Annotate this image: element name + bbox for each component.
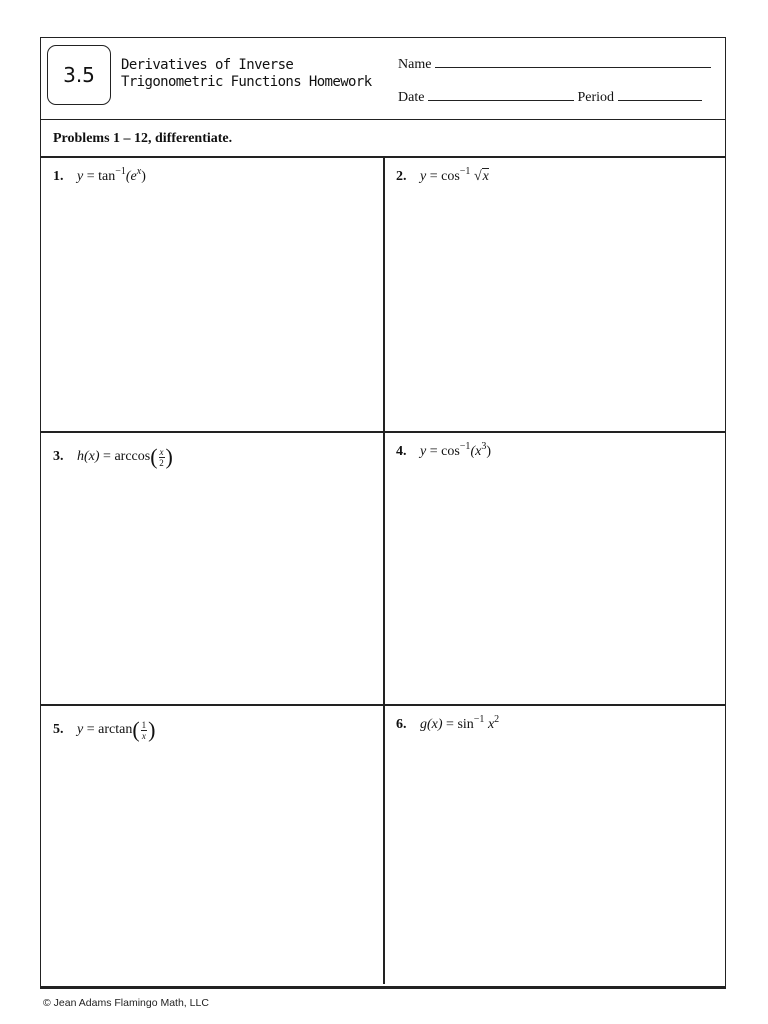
worksheet-header — [41, 38, 725, 120]
period-blank[interactable] — [618, 88, 702, 101]
problem-expression: $g(x) = \sin^{-1} x^2$ — [420, 714, 500, 732]
problem-expression: $y = \cos^{-1} √x$ — [420, 166, 489, 184]
problem-expression: y = arctan( $\frac{1}{x}$ ) — [77, 717, 156, 742]
name-blank[interactable] — [435, 55, 711, 68]
worksheet — [40, 37, 726, 987]
copyright-footer: © Jean Adams Flamingo Math, LLC — [43, 997, 209, 1009]
date-field[interactable] — [398, 88, 702, 106]
problem-2[interactable] — [384, 158, 727, 431]
bottom-rule — [40, 987, 726, 989]
period-label: Period — [577, 90, 614, 105]
problem-number: 2. — [396, 169, 407, 184]
section-number-badge: 3.5 — [47, 45, 111, 105]
problem-expression: $y = \tan^{-1}(e^x)$ — [77, 166, 146, 184]
worksheet-title — [121, 57, 391, 91]
problem-number: 5. — [53, 722, 64, 738]
instructions: Problems 1 – 12, differentiate. — [41, 120, 725, 158]
name-field[interactable] — [398, 55, 711, 73]
fraction: $\frac{1}{x}$ — [141, 719, 147, 741]
problem-expression: h(x) = arccos( $\frac{x}{2}$ ) — [77, 444, 173, 469]
problem-5[interactable] — [41, 706, 383, 984]
square-root: √x — [473, 169, 489, 184]
problem-number: 6. — [396, 717, 407, 732]
problem-grid — [41, 158, 725, 984]
problem-6[interactable] — [384, 706, 727, 984]
problem-expression: $y = \cos^{-1}(x^3)$ — [420, 441, 491, 459]
fraction: $\frac{x}{2}$ — [159, 446, 164, 468]
problem-3[interactable] — [41, 433, 383, 704]
problem-4[interactable] — [384, 433, 727, 704]
problem-number: 3. — [53, 449, 64, 465]
problem-number: 4. — [396, 444, 407, 459]
problem-1[interactable] — [41, 158, 383, 431]
date-blank[interactable] — [428, 88, 574, 101]
name-label: Name — [398, 57, 432, 72]
title-line-1: Derivatives of Inverse — [121, 57, 294, 73]
title-line-2: Trigonometric Functions Homework — [121, 74, 372, 90]
date-label: Date — [398, 90, 425, 105]
problem-number: 1. — [53, 169, 64, 184]
